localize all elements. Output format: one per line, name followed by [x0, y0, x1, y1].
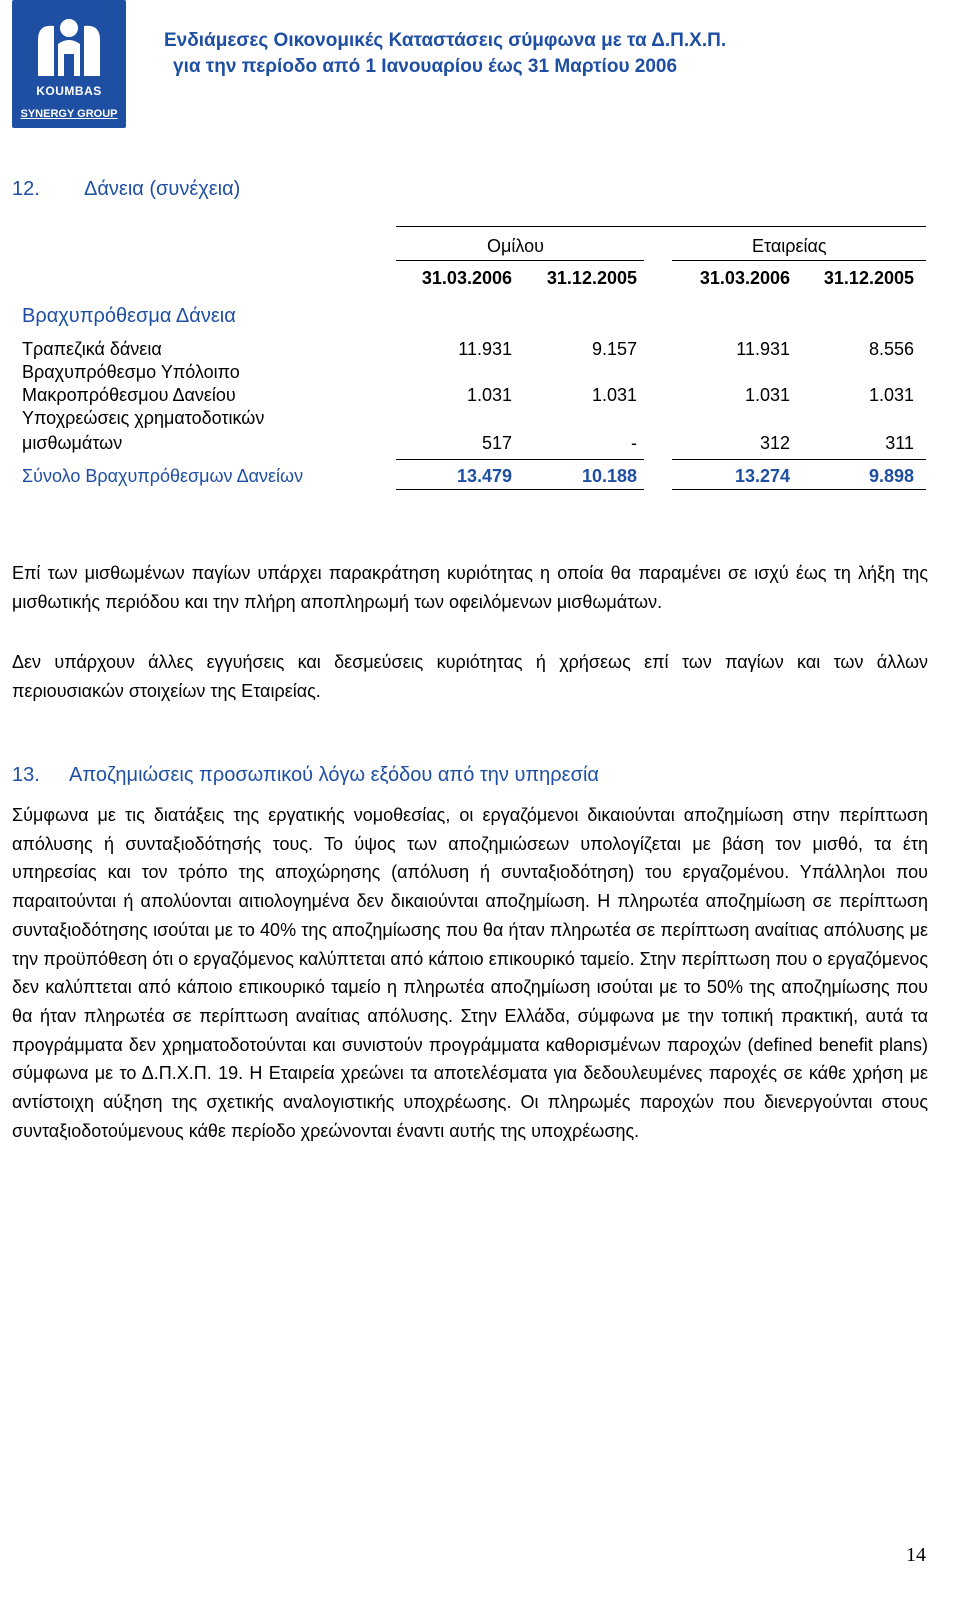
- table-cell: 1.031: [868, 385, 914, 405]
- col-header-group-2006: 31.03.2006: [421, 268, 512, 288]
- total-label: Σύνολο Βραχυπρόθεσμων Δανείων: [22, 466, 304, 486]
- total-cell: 13.274: [734, 466, 790, 486]
- table-cell: 11.931: [458, 339, 512, 359]
- col-header-company-2005: 31.12.2005: [823, 268, 914, 288]
- retention-of-title-paragraph: Επί των μισθωμένων παγίων υπάρχει παρακράτηση κυριότητας η οποία θα παραμένει σε ισχύ έως τη λήξη της μισθωτικής περιόδου και την πλήρη αποπληρωμή των οφειλόμενων μισθωμάτων.: [12, 563, 928, 612]
- company-label: Εταιρείας: [752, 236, 827, 256]
- row-label: Βραχυπρόθεσμο Υπόλοιπο: [22, 362, 240, 382]
- col-header-company-2006: 31.03.2006: [699, 268, 790, 288]
- section-12-title: Δάνεια (συνέχεια): [84, 178, 241, 200]
- total-top-rule-company: [672, 459, 926, 460]
- table-top-rule: [396, 226, 926, 227]
- table-cell: 11.931: [736, 339, 790, 359]
- table-subheading: Βραχυπρόθεσμα Δάνεια: [22, 305, 236, 327]
- table-cell: 9.157: [591, 339, 637, 359]
- table-cell: 1.031: [466, 385, 512, 405]
- section-13-number: 13.: [12, 764, 40, 786]
- logo-group: SYNERGY GROUP: [20, 108, 118, 120]
- no-guarantees-paragraph: Δεν υπάρχουν άλλες εγγυήσεις και δεσμεύσεις κυριότητας ή χρήσεως επί των παγίων και των άλλων περιουσιακών στοιχείων της Εταιρείας.: [12, 652, 928, 701]
- table-cell: 311: [885, 433, 914, 453]
- table-cell: 312: [759, 433, 790, 453]
- logo-brand: KOUMBAS: [36, 84, 102, 98]
- total-top-rule-group: [396, 459, 644, 460]
- group-rule: [396, 260, 644, 261]
- company-logo: [12, 0, 126, 128]
- header-title: Ενδιάμεσες Οικονομικές Καταστάσεις σύμφωνα με τα Δ.Π.Χ.Π.: [164, 30, 727, 51]
- section-13-body: Σύμφωνα με τις διατάξεις της εργατικής νομοθεσίας, οι εργαζόμενοι δικαιούνται αποζημίωση στην περίπτωση απόλυσης ή συνταξιοδότησής τους. Το ύψος των αποζημιώσεων υπολογίζεται με βάση τον μισθό, τα έτη υπηρεσίας και τον τρόπο της αποχώρησης (απόλυση ή συνταξιοδότηση) του εργαζομένου. Υπάλληλοι που παραιτούνται ή απολύονται αιτιολογημένα δεν δικαιούνται αποζημίωση. Η πληρωτέα αποζημίωση σε περίπτωση συνταξιοδότησης ισούται με το 40% της αποζημίωσης που θα ήταν πληρωτέα σε περίπτωση αναίτιας απόλυσης με την προϋπόθεση ότι ο εργαζόμενος καλύπτεται από κάποιο επικουρικό ταμείο. Στην περίπτωση που ο εργαζόμενος δεν καλύπτεται από κάποιο επικουρικό ταμείο η πληρωτέα αποζημίωση ισούται με το 50% της αποζημίωσης που θα ήταν πληρωτέα σε περίπτωση αναίτιας απόλυσης. Στην Ελλάδα, σύμφωνα με την τοπική πρακτική, αυτά τα προγράμματα δεν χρηματοδοτούνται και συνιστούν προγράμματα καθορισμένων παροχών (defined benefit plans) σύμφωνα με το Δ.Π.Χ.Π. 19. Η Εταιρεία χρεώνει τα αποτελέσματα για δεδουλευμένες παροχές σε κάθε χρήση με αντίστοιχη αύξηση της σχετικής αναλογιστικής υποχρέωσης. Οι πληρωμές παροχών που διενεργούνται στους συνταξιοδοτούμενους κάθε περίοδο χρεώνονται έναντι αυτής της υποχρέωσης.: [12, 805, 928, 1141]
- col-header-group-2005: 31.12.2005: [546, 268, 637, 288]
- table-cell: 1.031: [591, 385, 637, 405]
- total-cell: 13.479: [456, 466, 512, 486]
- section-12-number: 12.: [12, 178, 40, 200]
- row-label: Τραπεζικά δάνεια: [22, 339, 162, 359]
- header-subtitle: για την περίοδο από 1 Ιανουαρίου έως 31 Μαρτίου 2006: [173, 56, 678, 77]
- page-number: 14: [906, 1544, 926, 1566]
- section-13-title: Αποζημιώσεις προσωπικού λόγω εξόδου από την υπηρεσία: [69, 764, 599, 786]
- total-bottom-rule-company: [672, 489, 926, 490]
- row-label: Μακροπρόθεσμου Δανείου: [22, 385, 236, 405]
- row-label: Υποχρεώσεις χρηματοδοτικών: [22, 408, 265, 428]
- table-cell: 8.556: [868, 339, 914, 359]
- table-cell: 517: [481, 433, 512, 453]
- total-cell: 10.188: [581, 466, 637, 486]
- company-rule: [672, 260, 926, 261]
- group-label: Ομίλου: [487, 236, 544, 256]
- table-cell: -: [631, 433, 637, 453]
- table-cell: 1.031: [744, 385, 790, 405]
- logo-mark-icon: [30, 14, 108, 80]
- total-cell: 9.898: [868, 466, 914, 486]
- total-bottom-rule-group: [396, 489, 644, 490]
- row-label: μισθωμάτων: [22, 433, 123, 453]
